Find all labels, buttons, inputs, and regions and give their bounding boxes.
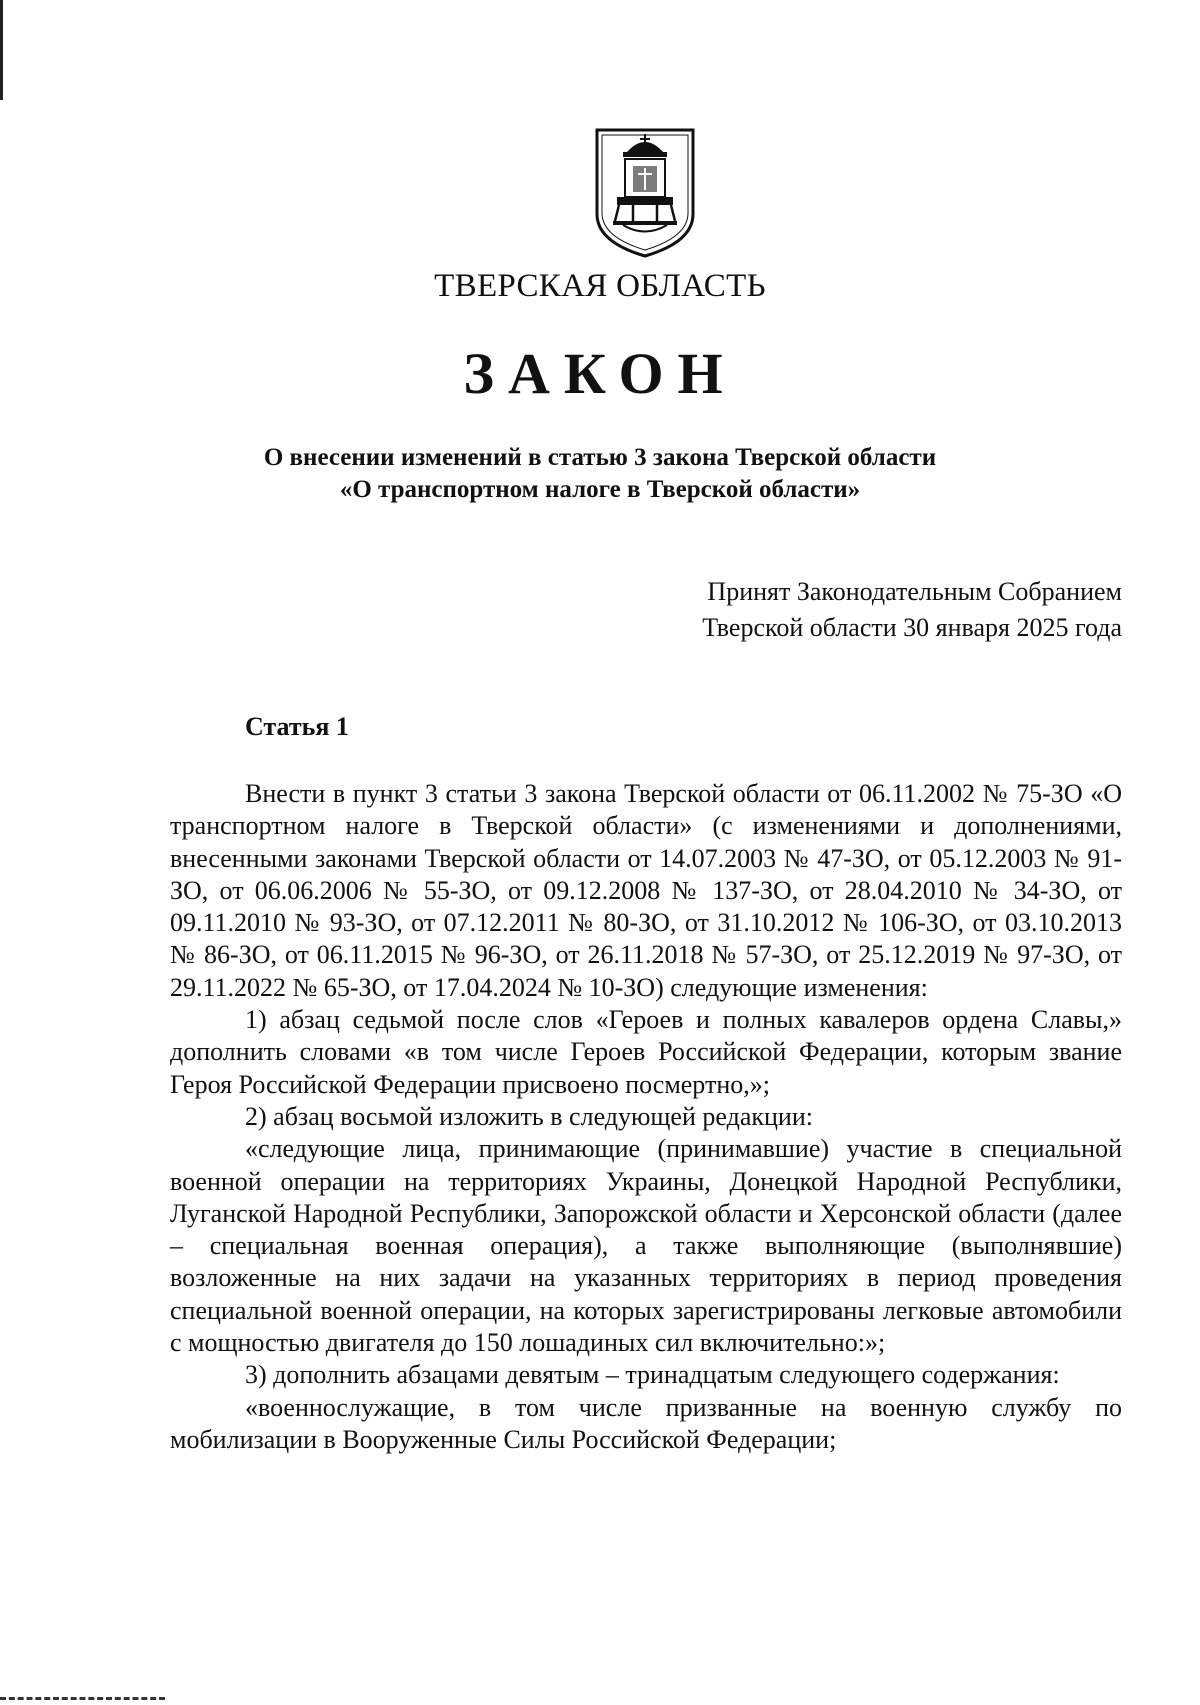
article-paragraph: 2) абзац восьмой изложить в следующей редакции: bbox=[245, 1101, 813, 1131]
article-paragraph: 3) дополнить абзацами девятым – тринадцатым следующего содержания: bbox=[245, 1360, 1060, 1390]
article-paragraph: «следующие лица, принимающие (принимавшие) участие в специальной военной операции на территориях Украины, Донецкой Народной Республики, Луганской Народной Республики, Запорожской области и Херсонской области (далее – специальная военная операция), а также выполняющие (выполнявшие) возложенные на них задачи на указанных территориях в период проведения специальной военной операции, на которых зарегистрированы легковые автомобили с мощностью двигателя до 150 лошадиных сил включительно:»; bbox=[170, 1134, 1122, 1358]
document-title-line: «О транспортном налоге в Тверской области» bbox=[339, 476, 861, 503]
tver-coat-of-arms-icon bbox=[593, 126, 697, 260]
document-title bbox=[0, 442, 1200, 506]
article-paragraph: Внести в пункт 3 статьи 3 закона Тверской области от 06.11.2002 № 75-ЗО «О транспортном налоге в Тверской области» (с изменениями и дополнениями, внесенными законами Тверской области от 14.07.2003 № 47-ЗО, от 05.12.2003 № 91-ЗО, от 06.06.2006 № 55-ЗО, от 09.12.2008 № 137-ЗО, от 28.04.2010 № 34-ЗО, от 09.11.2010 № 93-ЗО, от 07.12.2011 № 80-ЗО, от 31.10.2012 № 106-ЗО, от 03.10.2013 № 86-ЗО, от 06.11.2015 № 96-ЗО, от 26.11.2018 № 57-ЗО, от 25.12.2019 № 97-ЗО, от 29.11.2022 № 65-ЗО, от 17.04.2024 № 10-ЗО) следующие изменения: bbox=[170, 779, 1122, 1002]
article-heading: Статья 1 bbox=[245, 712, 349, 741]
scan-edge-mark bbox=[0, 0, 3, 100]
adoption-note bbox=[702, 574, 1122, 646]
region-name: ТВЕРСКАЯ ОБЛАСТЬ bbox=[434, 268, 766, 304]
document-type: ЗАКОН bbox=[463, 341, 737, 406]
adoption-line: Принят Законодательным Собранием bbox=[707, 577, 1122, 606]
article-paragraph: 1) абзац седьмой после слов «Героев и полных кавалеров ордена Славы,» дополнить словами «в том числе Героев Российской Федерации, которым звание Героя Российской Федерации присвоено посмертно,»; bbox=[170, 1005, 1122, 1099]
scan-edge-mark bbox=[0, 1697, 165, 1700]
document-title-line: О внесении изменений в статью 3 закона Тверской области bbox=[263, 444, 937, 471]
article-paragraph: «военнослужащие, в том числе призванные на военную службу по мобилизации в Вооруженные Силы Российской Федерации; bbox=[170, 1392, 1122, 1454]
adoption-line: Тверской области 30 января 2025 года bbox=[702, 613, 1122, 642]
article-body bbox=[170, 778, 1122, 1456]
